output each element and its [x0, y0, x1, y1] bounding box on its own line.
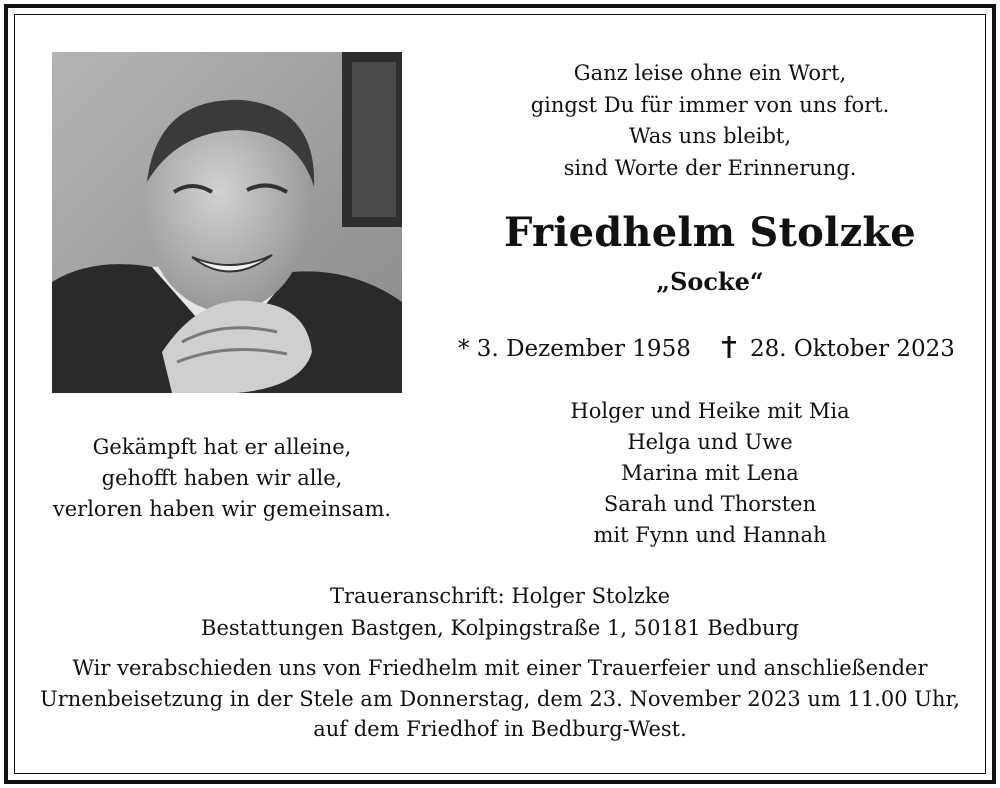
death-date-group [720, 331, 955, 367]
address-line: Traueranschrift: Holger Stolzke [329, 584, 671, 608]
verse-top [470, 58, 950, 184]
mourning-address [60, 580, 940, 644]
verse-left [30, 432, 414, 525]
service-line: Wir verabschieden uns von Friedhelm mit einer Trauerfeier und anschließender [72, 656, 928, 680]
mourner-line: mit Fynn und Hannah [593, 523, 827, 547]
service-line: Urnenbeisetzung in der Stele am Donnerstag, dem 23. November 2023 um 11.00 Uhr, [40, 686, 960, 711]
cross-icon [720, 335, 738, 359]
verse-left-line: gehofft haben wir alle, [101, 466, 343, 490]
verse-top-line: gingst Du für immer von uns fort. [530, 92, 890, 117]
birth-date: * 3. Dezember 1958 [458, 336, 691, 362]
verse-top-line: Was uns bleibt, [628, 124, 792, 148]
service-line: auf dem Friedhof in Bedburg-West. [313, 717, 687, 741]
funeral-service-notice [20, 653, 980, 745]
mourner-line: Helga und Uwe [627, 430, 793, 454]
death-date: 28. Oktober 2023 [750, 336, 955, 362]
verse-left-line: Gekämpft hat er alleine, [92, 435, 352, 459]
mourner-line: Holger und Heike mit Mia [570, 399, 850, 423]
deceased-name: Friedhelm Stolzke [504, 209, 916, 256]
life-dates [452, 331, 972, 367]
mourner-line: Sarah und Thorsten [603, 492, 817, 516]
portrait-photo [52, 52, 402, 393]
mourner-line: Marina mit Lena [621, 461, 799, 485]
verse-top-line: Ganz leise ohne ein Wort, [573, 61, 847, 85]
verse-left-line: verloren haben wir gemeinsam. [52, 497, 392, 521]
verse-top-line: sind Worte der Erinnerung. [563, 155, 857, 180]
deceased-nickname: „Socke“ [656, 267, 764, 296]
mourners-list [470, 396, 950, 551]
address-line: Bestattungen Bastgen, Kolpingstraße 1, 50181 Bedburg [201, 616, 799, 640]
